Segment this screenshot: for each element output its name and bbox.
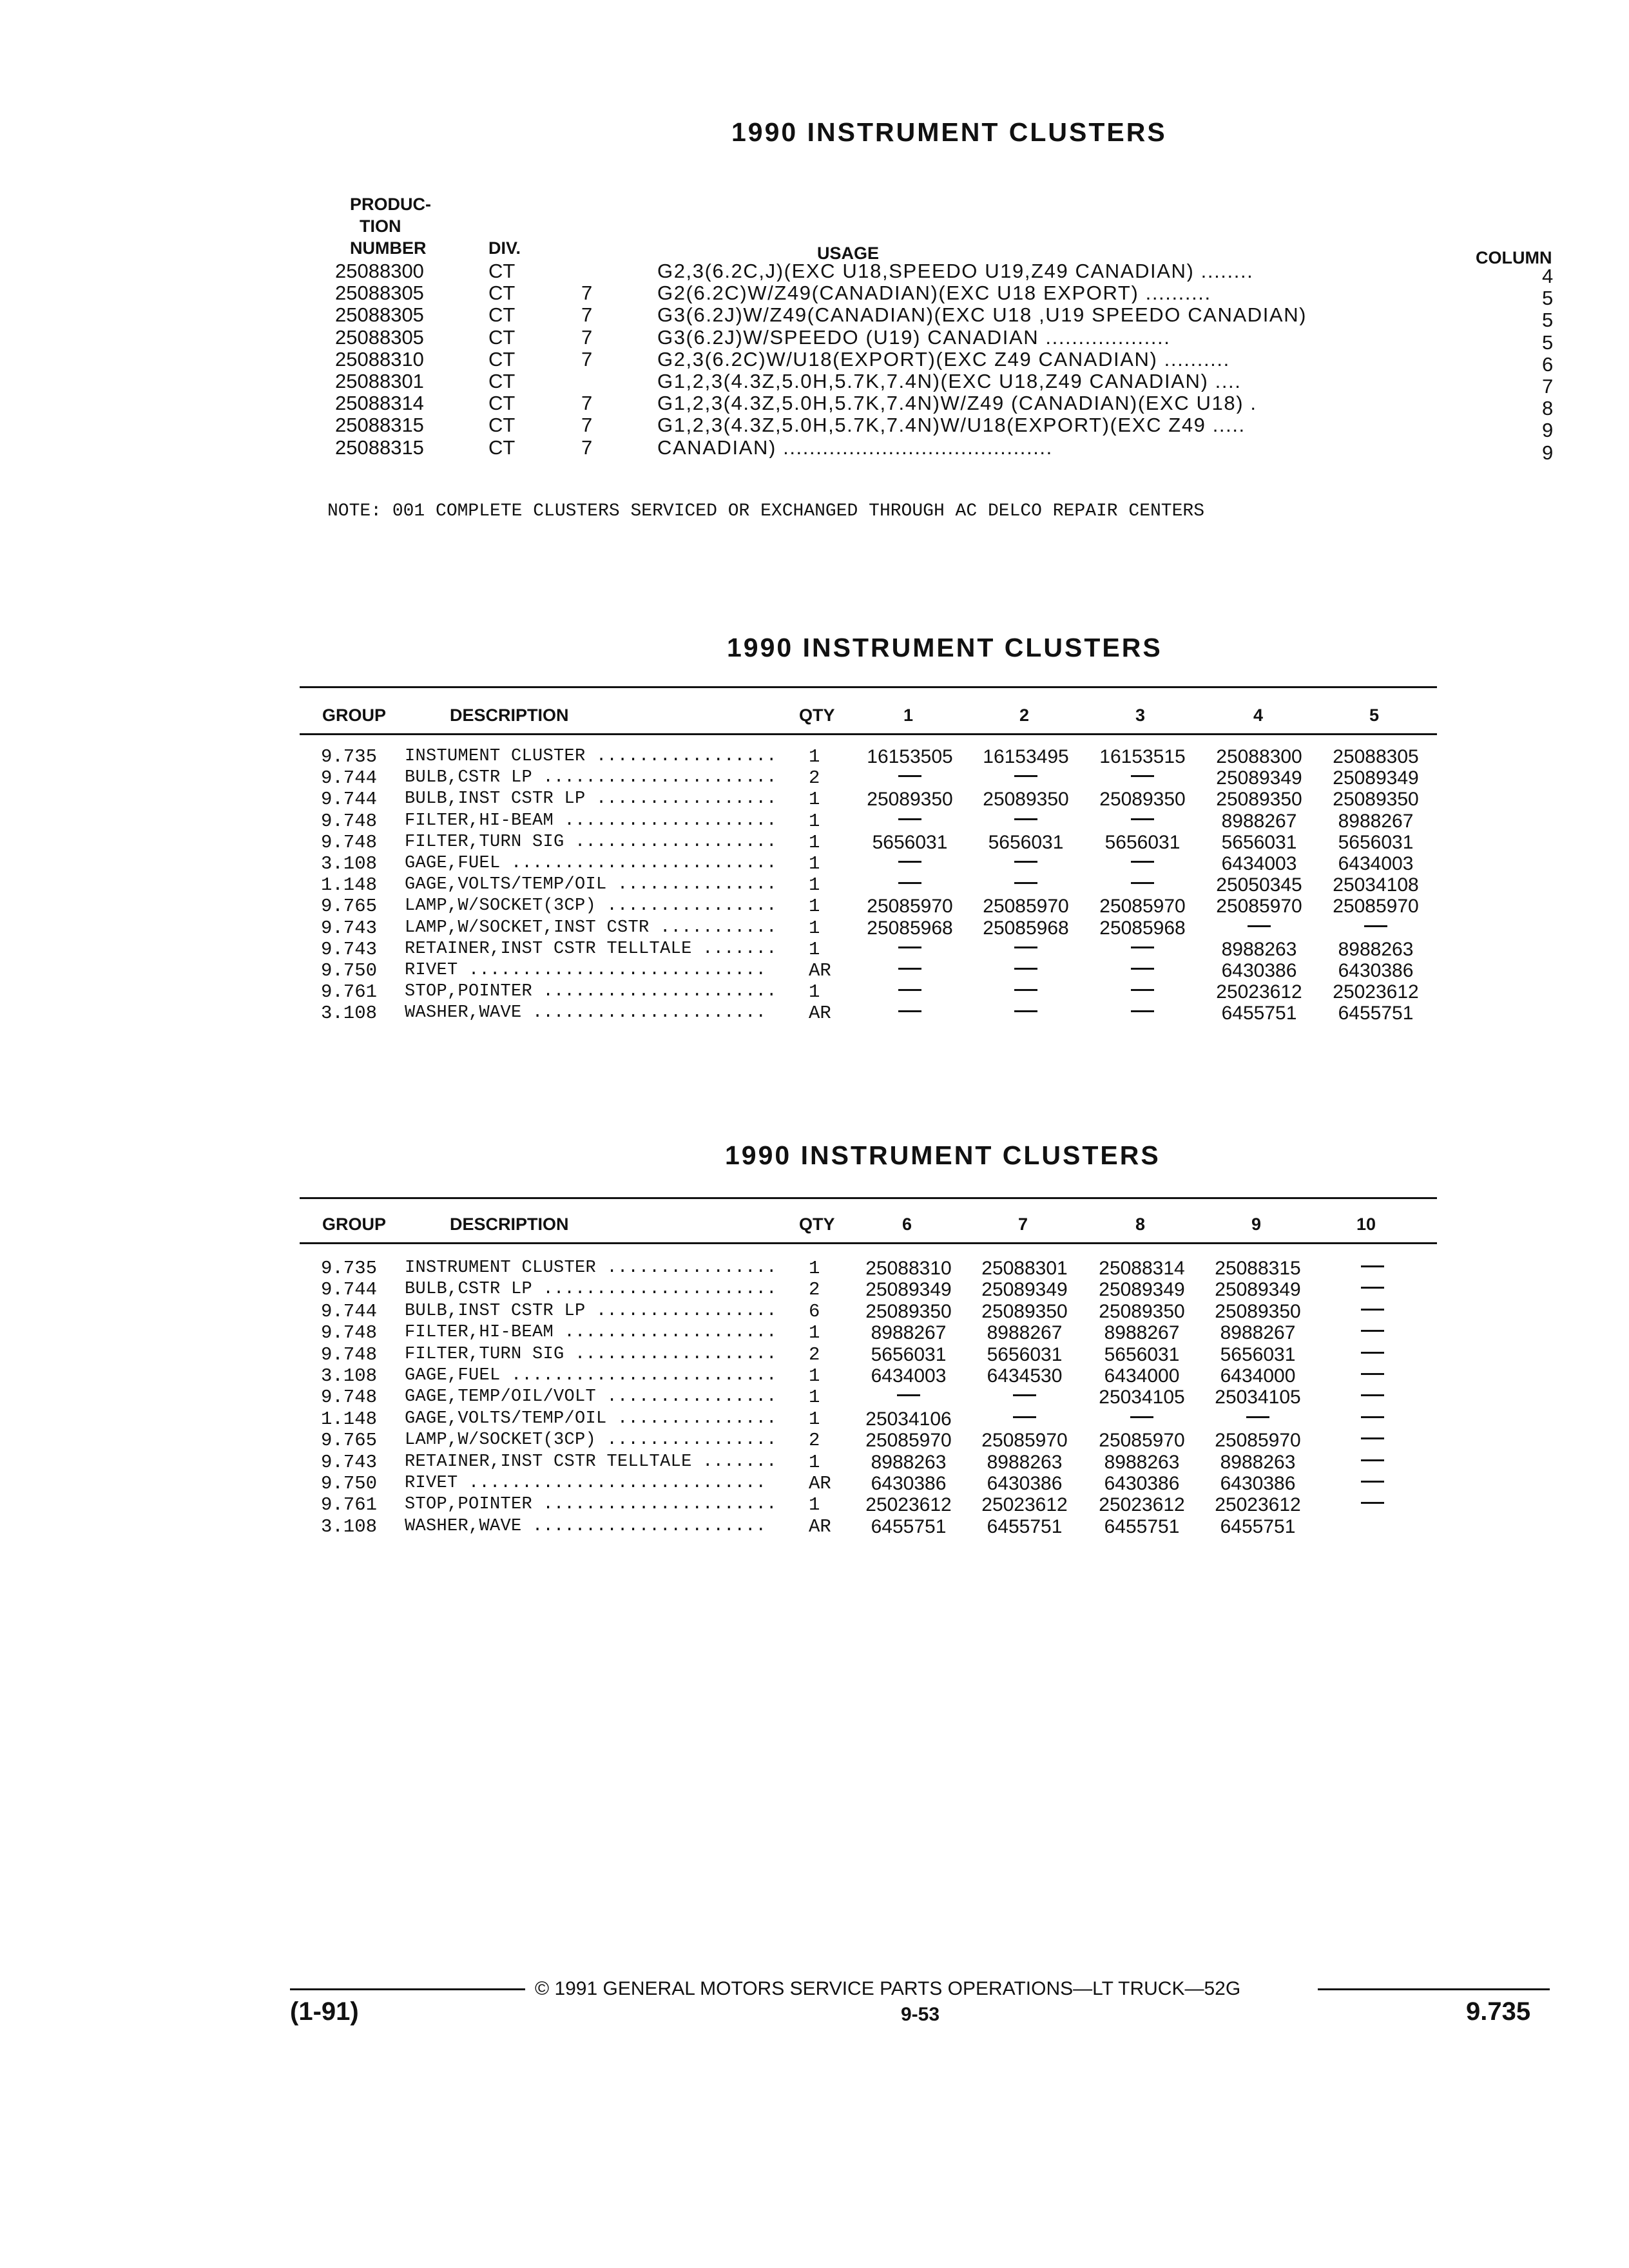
part-description: INSTRUMENT CLUSTER ................ xyxy=(405,1258,777,1278)
division: CT xyxy=(488,260,516,282)
division: CT xyxy=(488,348,516,370)
section2-title: 1990 INSTRUMENT CLUSTERS xyxy=(727,633,1162,662)
part-number: 25085970 xyxy=(1099,896,1186,917)
quantity: 1 xyxy=(809,832,820,853)
production-number: 25088305 xyxy=(335,303,424,326)
code: 7 xyxy=(581,303,593,326)
part-description: BULB,CSTR LP ...................... xyxy=(405,768,777,787)
part-number: 25089350 xyxy=(1099,1301,1185,1322)
empty-value xyxy=(1361,1279,1369,1300)
s2-header-col1: 1 xyxy=(903,706,914,725)
s2-header-col5: 5 xyxy=(1369,706,1380,725)
quantity: 1 xyxy=(809,1452,820,1473)
quantity: 1 xyxy=(809,1387,820,1408)
code: 7 xyxy=(581,392,593,414)
part-number: 6434000 xyxy=(1220,1365,1296,1387)
part-number: 8988267 xyxy=(871,1322,947,1343)
column-number: 6 xyxy=(1542,353,1554,376)
empty-value xyxy=(1014,1003,1022,1024)
part-number: 25089349 xyxy=(1215,1279,1301,1300)
part-number: 5656031 xyxy=(1221,832,1297,853)
quantity: 2 xyxy=(809,1430,820,1451)
quantity: 2 xyxy=(809,1344,820,1365)
quantity: 1 xyxy=(809,1494,820,1515)
part-description: BULB,INST CSTR LP ................. xyxy=(405,1302,777,1321)
division: CT xyxy=(488,326,516,349)
part-number: 25085968 xyxy=(983,918,1069,939)
production-number: 25088300 xyxy=(335,260,424,282)
quantity: 2 xyxy=(809,767,820,789)
part-number: 8988267 xyxy=(987,1322,1063,1343)
empty-value xyxy=(1361,1408,1369,1430)
production-number: 25088314 xyxy=(335,392,424,414)
part-number: 25088300 xyxy=(1216,746,1302,767)
part-number: 8988263 xyxy=(1104,1452,1180,1473)
header-production-number-2: TION xyxy=(360,216,401,236)
part-number: 8988263 xyxy=(871,1452,947,1473)
part-number: 25088314 xyxy=(1099,1258,1185,1279)
usage-text: G1,2,3(4.3Z,5.0H,5.7K,7.4N)(EXC U18,Z49 CANADIAN) .... xyxy=(657,370,1242,392)
part-number: 8988263 xyxy=(1220,1452,1296,1473)
part-description: RETAINER,INST CSTR TELLTALE ....... xyxy=(405,1452,777,1472)
quantity: 1 xyxy=(809,939,820,960)
part-number: 5656031 xyxy=(988,832,1064,853)
code: 7 xyxy=(581,326,593,349)
empty-value xyxy=(1013,1408,1021,1430)
part-description: GAGE,VOLTS/TEMP/OIL ............... xyxy=(405,875,777,894)
part-number: 25023612 xyxy=(1099,1494,1185,1515)
part-number: 25088305 xyxy=(1333,746,1419,767)
part-number: 25085970 xyxy=(1099,1430,1185,1451)
part-number: 6434530 xyxy=(987,1365,1063,1387)
division: CT xyxy=(488,392,516,414)
part-description: LAMP,W/SOCKET,INST CSTR ........... xyxy=(405,918,777,937)
empty-value xyxy=(1361,1365,1369,1387)
part-number: 25089350 xyxy=(981,1301,1068,1322)
group-number: 9.748 xyxy=(321,1387,378,1408)
production-number: 25088310 xyxy=(335,348,424,370)
quantity: 1 xyxy=(809,853,820,874)
part-number: 8988267 xyxy=(1104,1322,1180,1343)
quantity: 1 xyxy=(809,811,820,832)
empty-value xyxy=(1014,960,1022,981)
s3-header-col1: 6 xyxy=(902,1215,912,1234)
quantity: AR xyxy=(809,1473,831,1494)
footer-page-number: 9-53 xyxy=(901,2004,940,2025)
group-number: 9.743 xyxy=(321,1452,378,1473)
s2-header-group: GROUP xyxy=(322,706,387,725)
group-number: 9.750 xyxy=(321,1473,378,1494)
part-number: 6434003 xyxy=(1338,853,1414,874)
s3-header-qty: QTY xyxy=(799,1215,835,1234)
empty-value xyxy=(1014,767,1022,789)
part-description: LAMP,W/SOCKET(3CP) ................ xyxy=(405,1430,777,1450)
group-number: 3.108 xyxy=(321,853,378,874)
empty-value xyxy=(1013,1387,1021,1408)
group-number: 9.748 xyxy=(321,1344,378,1365)
group-number: 9.750 xyxy=(321,960,378,981)
part-number: 25085970 xyxy=(983,896,1069,917)
empty-value xyxy=(1131,767,1139,789)
header-production-number-3: NUMBER xyxy=(350,238,427,258)
footer-section-number: 9.735 xyxy=(1466,1997,1531,2026)
quantity: AR xyxy=(809,1516,831,1537)
group-number: 1.148 xyxy=(321,874,378,896)
part-number: 6434003 xyxy=(871,1365,947,1387)
group-number: 3.108 xyxy=(321,1516,378,1537)
group-number: 1.148 xyxy=(321,1408,378,1430)
group-number: 9.748 xyxy=(321,832,378,853)
empty-value xyxy=(898,960,906,981)
empty-value xyxy=(1131,981,1139,1003)
group-number: 9.744 xyxy=(321,1301,378,1322)
part-number: 6455751 xyxy=(1338,1003,1414,1024)
empty-value xyxy=(1361,1344,1369,1365)
part-number: 6430386 xyxy=(1338,960,1414,981)
part-number: 16153515 xyxy=(1099,746,1186,767)
production-number: 25088305 xyxy=(335,282,424,304)
code: 7 xyxy=(581,348,593,370)
part-description: STOP,POINTER ...................... xyxy=(405,1495,777,1514)
group-number: 9.744 xyxy=(321,767,378,789)
empty-value xyxy=(897,1387,905,1408)
part-number: 5656031 xyxy=(1104,1344,1180,1365)
part-number: 25088301 xyxy=(981,1258,1068,1279)
part-description: RETAINER,INST CSTR TELLTALE ....... xyxy=(405,939,777,959)
division: CT xyxy=(488,414,516,436)
part-number: 16153495 xyxy=(983,746,1069,767)
part-number: 5656031 xyxy=(1104,832,1181,853)
part-number: 25085970 xyxy=(867,896,953,917)
empty-value xyxy=(898,1003,906,1024)
group-number: 9.748 xyxy=(321,811,378,832)
column-number: 7 xyxy=(1542,375,1554,398)
header-production-number-1: PRODUC- xyxy=(350,195,431,214)
part-description: INSTUMENT CLUSTER ................. xyxy=(405,747,777,766)
code: 7 xyxy=(581,436,593,459)
footer-rule-right xyxy=(1318,1988,1550,1990)
column-number: 5 xyxy=(1542,287,1554,309)
quantity: 1 xyxy=(809,1322,820,1343)
part-number: 25085968 xyxy=(1099,918,1186,939)
column-number: 8 xyxy=(1542,397,1554,419)
part-number: 25023612 xyxy=(1333,981,1419,1003)
part-description: GAGE,FUEL ......................... xyxy=(405,1366,777,1385)
column-number: 5 xyxy=(1542,331,1554,354)
part-number: 25034105 xyxy=(1099,1387,1185,1408)
empty-value xyxy=(1014,981,1022,1003)
s2-header-qty: QTY xyxy=(799,706,835,725)
production-number: 25088315 xyxy=(335,414,424,436)
usage-text: G2,3(6.2C,J)(EXC U18,SPEEDO U19,Z49 CANADIAN) ........ xyxy=(657,260,1254,282)
quantity: 1 xyxy=(809,1258,820,1279)
part-number: 6434003 xyxy=(1221,853,1297,874)
quantity: 1 xyxy=(809,981,820,1003)
header-column: COLUMN xyxy=(1476,248,1552,267)
part-number: 6455751 xyxy=(871,1516,947,1537)
part-number: 25050345 xyxy=(1216,874,1302,896)
section2-top-rule xyxy=(300,686,1437,688)
part-number: 5656031 xyxy=(1220,1344,1296,1365)
empty-value xyxy=(1361,1473,1369,1494)
empty-value xyxy=(1014,853,1022,874)
empty-value xyxy=(898,811,906,832)
empty-value xyxy=(1361,1387,1369,1408)
usage-text: CANADIAN) ......................................... xyxy=(657,437,1053,458)
s3-header-col4: 9 xyxy=(1251,1215,1262,1234)
footer-date: (1-91) xyxy=(290,1997,359,2026)
s3-header-description: DESCRIPTION xyxy=(450,1215,569,1234)
empty-value xyxy=(1131,1003,1139,1024)
column-number: 4 xyxy=(1542,265,1554,287)
group-number: 9.735 xyxy=(321,1258,378,1279)
empty-value xyxy=(1246,1408,1254,1430)
usage-text: G2,3(6.2C)W/U18(EXPORT)(EXC Z49 CANADIAN) .......... xyxy=(657,349,1230,370)
empty-value xyxy=(898,939,906,960)
quantity: 1 xyxy=(809,918,820,939)
part-number: 25089350 xyxy=(865,1301,952,1322)
column-number: 9 xyxy=(1542,441,1554,464)
footer-rule-left xyxy=(290,1988,525,1990)
header-usage: USAGE xyxy=(817,244,880,263)
part-number: 25089349 xyxy=(1216,767,1302,789)
note-text: NOTE: 001 COMPLETE CLUSTERS SERVICED OR EXCHANGED THROUGH AC DELCO REPAIR CENTERS xyxy=(327,501,1205,521)
s3-header-col5: 10 xyxy=(1356,1215,1376,1234)
quantity: AR xyxy=(809,1003,831,1024)
part-number: 25089349 xyxy=(1333,767,1419,789)
empty-value xyxy=(898,981,906,1003)
empty-value xyxy=(1361,1494,1369,1515)
part-number: 25034105 xyxy=(1215,1387,1301,1408)
part-description: FILTER,TURN SIG ................... xyxy=(405,832,777,852)
usage-text: G1,2,3(4.3Z,5.0H,5.7K,7.4N)W/U18(EXPORT)(EXC Z49 ..... xyxy=(657,414,1246,436)
empty-value xyxy=(898,767,906,789)
quantity: AR xyxy=(809,960,831,981)
footer-copyright: © 1991 GENERAL MOTORS SERVICE PARTS OPERATIONS—LT TRUCK—52G xyxy=(535,1978,1241,1999)
group-number: 9.748 xyxy=(321,1322,378,1343)
s2-header-col4: 4 xyxy=(1253,706,1264,725)
empty-value xyxy=(898,853,906,874)
part-description: GAGE,VOLTS/TEMP/OIL ............... xyxy=(405,1409,777,1428)
part-number: 6455751 xyxy=(1104,1516,1180,1537)
part-number: 6430386 xyxy=(987,1473,1063,1494)
empty-value xyxy=(1364,918,1372,939)
empty-value xyxy=(1361,1301,1369,1322)
part-description: BULB,INST CSTR LP ................. xyxy=(405,789,777,809)
group-number: 9.744 xyxy=(321,789,378,810)
part-number: 6430386 xyxy=(871,1473,947,1494)
part-number: 25023612 xyxy=(1215,1494,1301,1515)
part-description: FILTER,HI-BEAM .................... xyxy=(405,1323,777,1342)
part-number: 8988263 xyxy=(987,1452,1063,1473)
part-number: 8988267 xyxy=(1338,811,1414,832)
quantity: 1 xyxy=(809,1365,820,1387)
group-number: 9.761 xyxy=(321,1494,378,1515)
part-number: 25089350 xyxy=(1333,789,1419,810)
part-number: 25034108 xyxy=(1333,874,1419,896)
part-number: 25085970 xyxy=(1216,896,1302,917)
section3-top-rule xyxy=(300,1197,1437,1199)
part-description: BULB,CSTR LP ...................... xyxy=(405,1280,777,1299)
empty-value xyxy=(1014,939,1022,960)
part-number: 8988267 xyxy=(1221,811,1297,832)
quantity: 1 xyxy=(809,874,820,896)
part-number: 25089350 xyxy=(1216,789,1302,810)
part-number: 25088310 xyxy=(865,1258,952,1279)
group-number: 9.743 xyxy=(321,939,378,960)
empty-value xyxy=(1361,1258,1369,1279)
empty-value xyxy=(1014,874,1022,896)
division: CT xyxy=(488,282,516,304)
part-number: 8988263 xyxy=(1221,939,1297,960)
group-number: 9.765 xyxy=(321,896,378,917)
usage-text: G3(6.2J)W/Z49(CANADIAN)(EXC U18 ,U19 SPEEDO CANADIAN) xyxy=(657,304,1307,325)
section1-title: 1990 INSTRUMENT CLUSTERS xyxy=(731,117,1167,147)
section3-header-rule xyxy=(300,1242,1437,1244)
part-number: 6455751 xyxy=(1221,1003,1297,1024)
empty-value xyxy=(1131,853,1139,874)
part-description: FILTER,HI-BEAM .................... xyxy=(405,811,777,831)
part-number: 25089349 xyxy=(981,1279,1068,1300)
column-number: 9 xyxy=(1542,419,1554,441)
column-number: 5 xyxy=(1542,309,1554,331)
section3-title: 1990 INSTRUMENT CLUSTERS xyxy=(725,1140,1161,1170)
production-number: 25088305 xyxy=(335,326,424,349)
part-number: 8988263 xyxy=(1338,939,1414,960)
part-number: 25085970 xyxy=(981,1430,1068,1451)
part-description: FILTER,TURN SIG ................... xyxy=(405,1345,777,1364)
part-number: 25023612 xyxy=(1216,981,1302,1003)
part-number: 5656031 xyxy=(871,1344,947,1365)
header-div: DIV. xyxy=(488,238,521,258)
empty-value xyxy=(1131,960,1139,981)
s2-header-col3: 3 xyxy=(1135,706,1146,725)
empty-value xyxy=(1361,1452,1369,1473)
empty-value xyxy=(1361,1322,1369,1343)
empty-value xyxy=(1014,811,1022,832)
s3-header-col3: 8 xyxy=(1135,1215,1146,1234)
part-number: 6430386 xyxy=(1104,1473,1180,1494)
quantity: 1 xyxy=(809,1408,820,1430)
part-number: 25034106 xyxy=(865,1408,952,1430)
section2-header-rule xyxy=(300,733,1437,735)
quantity: 1 xyxy=(809,789,820,810)
s3-header-col2: 7 xyxy=(1018,1215,1028,1234)
usage-text: G3(6.2J)W/SPEEDO (U19) CANADIAN ................... xyxy=(657,327,1171,348)
part-number: 25085970 xyxy=(1215,1430,1301,1451)
group-number: 9.735 xyxy=(321,746,378,767)
part-number: 25023612 xyxy=(981,1494,1068,1515)
empty-value xyxy=(1361,1430,1369,1451)
group-number: 9.744 xyxy=(321,1279,378,1300)
part-number: 5656031 xyxy=(1338,832,1414,853)
division: CT xyxy=(488,370,516,392)
part-number: 25089349 xyxy=(1099,1279,1185,1300)
empty-value xyxy=(1131,811,1139,832)
empty-value xyxy=(1131,939,1139,960)
part-number: 25023612 xyxy=(865,1494,952,1515)
group-number: 3.108 xyxy=(321,1003,378,1024)
usage-text: G2(6.2C)W/Z49(CANADIAN)(EXC U18 EXPORT) .......... xyxy=(657,282,1211,303)
group-number: 3.108 xyxy=(321,1365,378,1387)
part-description: RIVET ............................ xyxy=(405,1474,767,1493)
s2-header-col2: 2 xyxy=(1019,706,1030,725)
part-description: GAGE,TEMP/OIL/VOLT ................ xyxy=(405,1387,777,1407)
part-number: 6430386 xyxy=(1220,1473,1296,1494)
quantity: 1 xyxy=(809,896,820,917)
code: 7 xyxy=(581,414,593,436)
part-number: 5656031 xyxy=(872,832,948,853)
part-number: 25085968 xyxy=(867,918,953,939)
quantity: 6 xyxy=(809,1301,820,1322)
empty-value xyxy=(898,874,906,896)
part-description: WASHER,WAVE ...................... xyxy=(405,1003,767,1023)
group-number: 9.765 xyxy=(321,1430,378,1451)
empty-value xyxy=(1131,874,1139,896)
part-number: 25085970 xyxy=(865,1430,952,1451)
division: CT xyxy=(488,303,516,326)
usage-text: G1,2,3(4.3Z,5.0H,5.7K,7.4N)W/Z49 (CANADIAN)(EXC U18) . xyxy=(657,392,1257,414)
part-number: 6455751 xyxy=(987,1516,1063,1537)
part-number: 6434000 xyxy=(1104,1365,1180,1387)
part-description: WASHER,WAVE ...................... xyxy=(405,1517,767,1536)
part-number: 16153505 xyxy=(867,746,953,767)
part-description: LAMP,W/SOCKET(3CP) ................ xyxy=(405,896,777,916)
part-number: 25089350 xyxy=(1099,789,1186,810)
part-number: 5656031 xyxy=(987,1344,1063,1365)
part-number: 25089350 xyxy=(1215,1301,1301,1322)
empty-value xyxy=(1130,1408,1138,1430)
part-number: 25088315 xyxy=(1215,1258,1301,1279)
part-description: STOP,POINTER ...................... xyxy=(405,982,777,1001)
s3-header-group: GROUP xyxy=(322,1215,387,1234)
part-number: 25089349 xyxy=(865,1279,952,1300)
code: 7 xyxy=(581,282,593,304)
quantity: 1 xyxy=(809,746,820,767)
part-number: 6430386 xyxy=(1221,960,1297,981)
part-number: 25089350 xyxy=(867,789,953,810)
group-number: 9.761 xyxy=(321,981,378,1003)
group-number: 9.743 xyxy=(321,918,378,939)
empty-value xyxy=(1248,918,1255,939)
division: CT xyxy=(488,436,516,459)
quantity: 2 xyxy=(809,1279,820,1300)
part-number: 25089350 xyxy=(983,789,1069,810)
part-description: RIVET ............................ xyxy=(405,961,767,980)
production-number: 25088301 xyxy=(335,370,424,392)
part-number: 8988267 xyxy=(1220,1322,1296,1343)
part-number: 25085970 xyxy=(1333,896,1419,917)
s2-header-description: DESCRIPTION xyxy=(450,706,569,725)
production-number: 25088315 xyxy=(335,436,424,459)
part-number: 6455751 xyxy=(1220,1516,1296,1537)
part-description: GAGE,FUEL ......................... xyxy=(405,854,777,873)
